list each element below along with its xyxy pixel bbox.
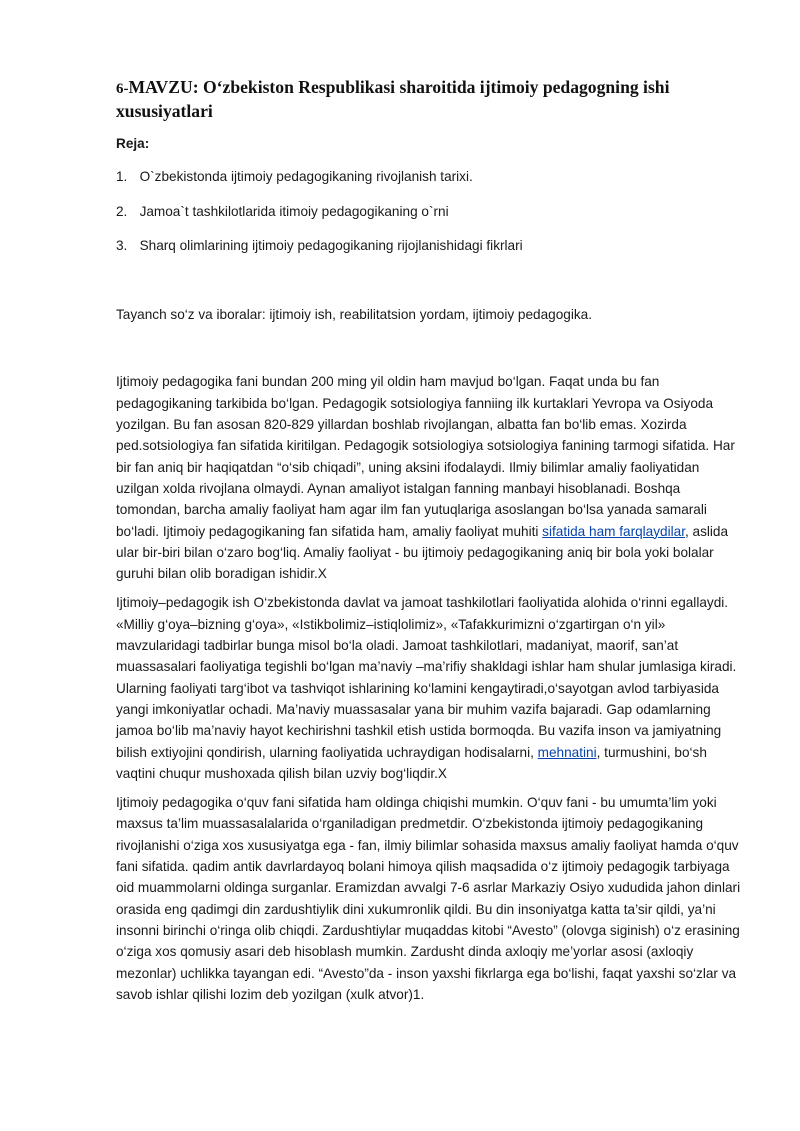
- title-text: O‘zbekiston Respublikasi sharoitida ijtimoiy pedagogning ishi xususiyatlari: [116, 77, 670, 121]
- list-number: 2.: [116, 203, 128, 219]
- list-item: [116, 166, 746, 187]
- list-text: Jamoa`t tashkilotlarida itimoiy pedagogikaning o`rni: [139, 203, 449, 219]
- paragraph-text: Ijtimoiy–pedagogik ish O‘zbekistonda davlat va jamoat tashkilotlari faoliyatida alohida o‘rinni egallaydi. «Milliy g‘oya–bizning g‘oya», «Istikbolimiz–istiqlolimiz», «Tafakkurimizni o‘zgartirgan o‘n yil» mavzularidagi tadbirlar bunga misol bo‘la oladi. Jamoat tashkilotlari, madaniyat, maorif, san’at muassasalari faoliyatiga tegishli bo‘lgan ma’naviy –ma’rifiy shakldagi ishlar ham shular jumlasiga kiradi. Ularning faoliyati targ‘ibot va tashviqot ishlarining ko‘lamini kengaytiradi,o‘sayotgan avlod tarbiyasida yangi imkoniyatlar ochadi. Ma’naviy muassasalar yana bir muhim vazifa bajaradi. Gap odamlarning jamoa bo‘lib ma’naviy hayot kechirishni tashkil etish ustida bormoqda. Bu vazifa inson va jamiyatning bilish extiyojini qondirish, ularning faoliyatida uchraydigan hodisalarni,: [116, 595, 737, 760]
- paragraph-text: , turmushini, bo‘sh vaqtini chuqur mushoxada qilish bilan uzviy bog‘liqdir.X: [116, 744, 707, 781]
- list-text: O`zbekistonda ijtimoiy pedagogikaning rivojlanish tarixi.: [139, 169, 473, 185]
- list-item: [116, 201, 746, 222]
- plan-heading: Reja:: [116, 136, 150, 151]
- paragraph-text: , aslida ular bir-biri bilan o‘zaro bog‘liq. Amaliy faoliyat - bu ijtimoiy pedagogikaning aniq bir bola yoki bolalar guruhi bilan olib boradigan ishidir.X: [116, 523, 729, 582]
- topic-label: MAVZU: [128, 77, 193, 97]
- page-title: [116, 76, 746, 122]
- paragraph: [116, 592, 746, 784]
- topic-number: 6-: [116, 81, 129, 97]
- keywords-paragraph: Tayanch so‘z va iboralar: ijtimoiy ish, reabilitatsion yordam, ijtimoiy pedagogika.: [116, 307, 592, 323]
- list-text: Sharq olimlarining ijtimoiy pedagogikaning rijojlanishidagi fikrlari: [139, 237, 523, 253]
- paragraph-text: Ijtimoiy pedagogika fani bundan 200 ming yil oldin ham mavjud bo‘lgan. Faqat unda bu fan pedagogikaning tarkibida bo‘lgan. Pedagogik sotsiologiya fanniing ilk kurtaklari Yevropa va Osiyoda yozilgan. Bu fan asosan 820-829 yillardan boshlab rivojlangan, albatta fan bo‘lib emas. Xozirda ped.sotsiologiya fan sifatida kiritilgan. Pedagogik sotsiologiya sotsiologiya fanining tarmogi sifatida. Har bir fan aniq bir haqiqatdan “o‘sib chiqadi”, uning aksini ifodalaydi. Ilmiy bilimlar amaliy faoliyatidan uzilgan xolda rivojlana olmaydi. Aynan amaliyot istalgan fanning manbayi hisoblanadi. Boshqa tomondan, barcha amaliy faoliyat ham agar ilm fan yutuqlariga asoslangan bo‘lsa yanada samarali bo‘ladi. Ijtimoiy pedagogikaning fan sifatida ham, amaliy faoliyat muhiti: [116, 374, 735, 539]
- paragraph: Ijtimoiy pedagogika o‘quv fani sifatida ham oldinga chiqishi mumkin. O‘quv fani - bu umumta’lim yoki maxsus ta’lim muassasalalarida o‘rganiladigan predmetdir. O‘zbekistonda ijtimoiy pedagogikaning rivojlanishi o‘ziga xos xususiyatga ega - fan, ilmiy bilimlar sohasida maxsus amaliy faoliyat hamda o‘quv fani sifatida. qadim antik davrlardayoq bolani himoya qilish maqsadida o‘z ijtimoiy pedagogik tarbiyaga oid muammolarni oldinga surganlar. Eramizdan avvalgi 7-6 asrlar Markaziy Osiyo xududida jahon dinlari orasida eng qadimgi din zardushtiylik dini xukumronlik qildi. Bu din insoniyatga katta ta’sir qildi, ya’ni insonni birinchi o‘ringa olib chiqdi. Zardushtiylar muqaddas kitobi “Avesto” (olovga siginish) o‘z erasining o‘ziga xos qomusiy asari deb hisoblash mumkin. Zardusht dinda axloqiy me’yorlar asosi (axloqiy mezonlar) uchlikka tayangan edi. “Avesto”da - inson yaxshi fikrlarga ega bo‘lishi, faqat yaxshi so‘zlar va savob ishlar qilishi lozim deb yozilgan (xulk atvor)1.: [116, 795, 741, 1002]
- list-item: [116, 235, 746, 256]
- document-body: [116, 371, 746, 1005]
- list-number: 1.: [116, 169, 128, 185]
- plan-list: [116, 166, 746, 256]
- hyperlink[interactable]: sifatida ham farqlaydilar: [542, 523, 685, 539]
- document-page: [116, 76, 746, 1013]
- list-number: 3.: [116, 237, 128, 253]
- hyperlink[interactable]: mehnatini: [537, 744, 597, 760]
- title-colon: :: [192, 77, 199, 97]
- paragraph: [116, 371, 746, 584]
